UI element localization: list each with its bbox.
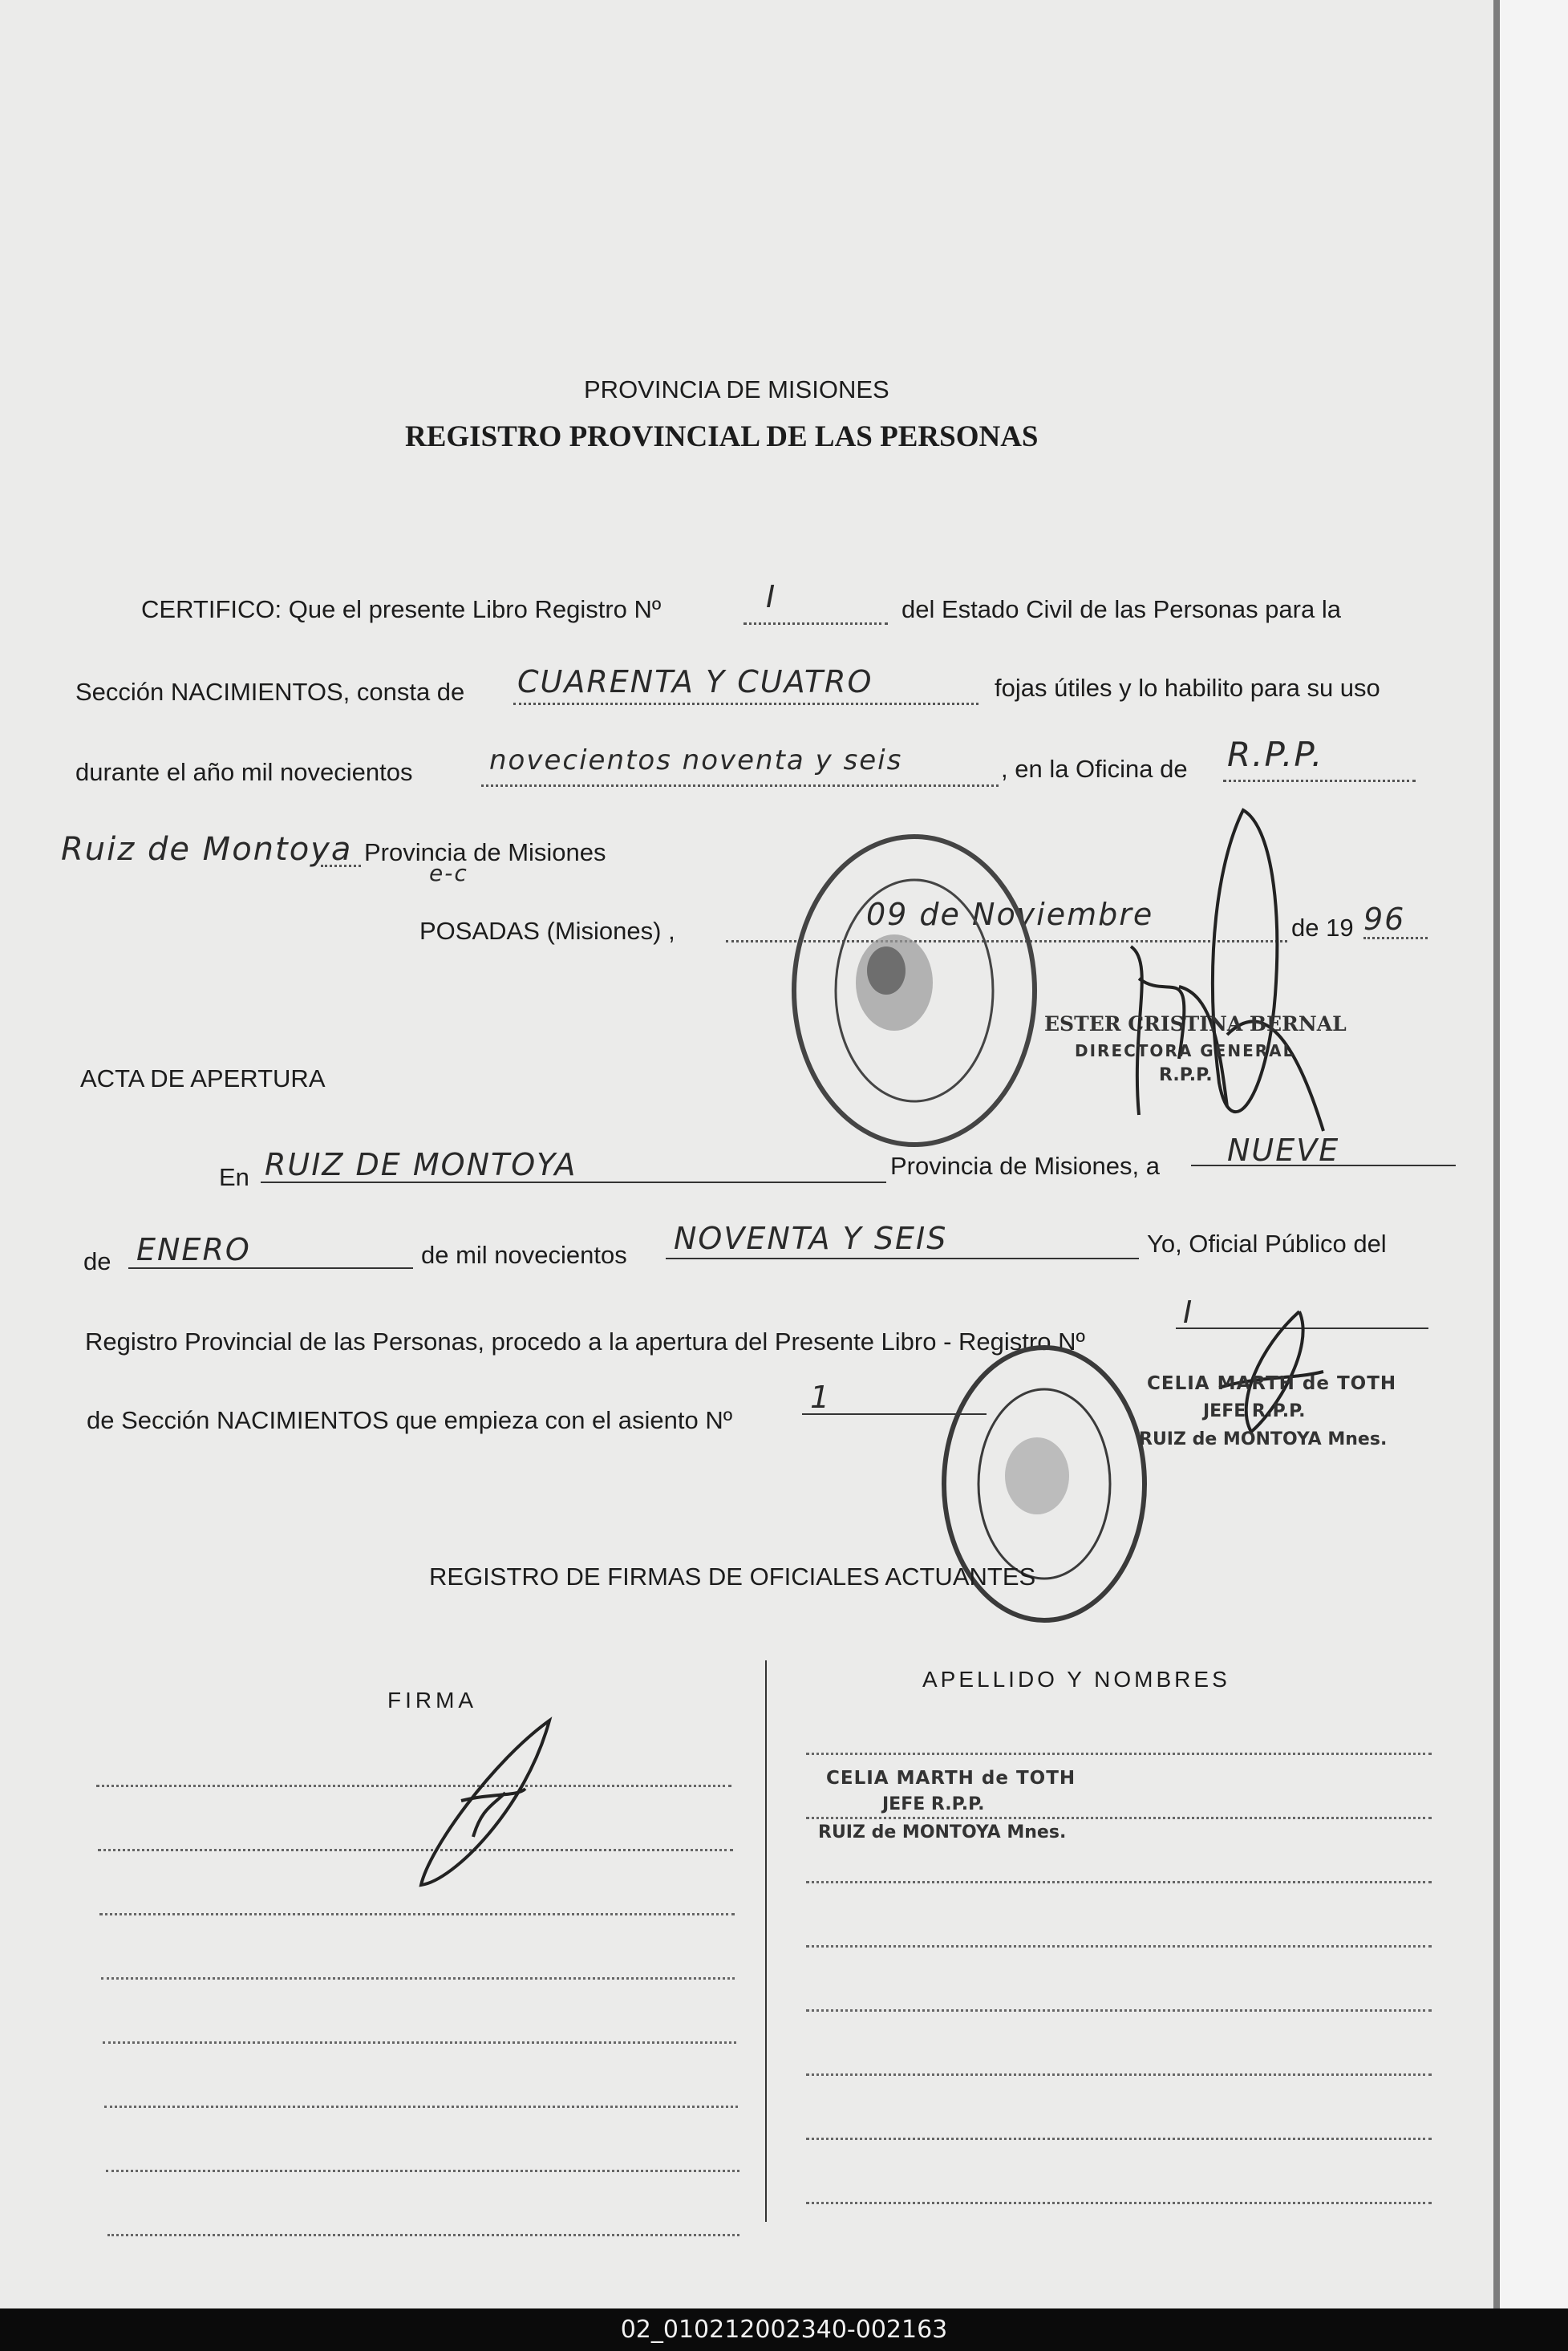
cert-line1-field	[743, 622, 888, 625]
names-row-7	[806, 2138, 1432, 2140]
cert-line2-field	[513, 703, 978, 705]
acta-line1-text-a: En	[219, 1163, 249, 1191]
column-names-header: APELLIDO Y NOMBRES	[922, 1667, 1230, 1692]
cert-line2-text-a: Sección NACIMIENTOS, consta de	[75, 678, 465, 706]
jefe-stamp-title: JEFE R.P.P.	[1203, 1401, 1306, 1421]
names-row-1	[806, 1753, 1432, 1755]
names-entry-line1: CELIA MARTH de TOTH	[826, 1768, 1076, 1789]
acta-line2-text-b: de mil novecientos	[421, 1241, 627, 1269]
cert-line1-hand: I	[766, 579, 777, 614]
acta-line2-hand: ENERO	[136, 1232, 251, 1267]
acta-line2-text-c: Yo, Oficial Público del	[1147, 1230, 1387, 1258]
cert-line4-field	[321, 865, 361, 867]
firma-row-6	[104, 2106, 738, 2108]
scan-id-code: 02_010212002340-002163	[620, 2316, 948, 2344]
names-entry-line2: JEFE R.P.P.	[882, 1794, 985, 1814]
firma-row-4	[101, 1977, 735, 1980]
signature-register-title: REGISTRO DE FIRMAS DE OFICIALES ACTUANTES	[429, 1563, 1036, 1591]
cert-line4-hand2: e-c	[429, 860, 468, 886]
firma-row-3	[99, 1913, 735, 1915]
cert-line3-text-b: , en la Oficina de	[1001, 755, 1188, 783]
acta-title: ACTA DE APERTURA	[80, 1064, 326, 1092]
acta-line1-text-b: Provincia de Misiones, a	[890, 1152, 1160, 1180]
cert-line1-text-b: del Estado Civil de las Personas para la	[901, 595, 1341, 623]
registry-heading: REGISTRO PROVINCIAL DE LAS PERSONAS	[405, 420, 1039, 453]
cert-line5-text-b: de 19	[1291, 914, 1354, 942]
cert-line4-hand: Ruiz de Montoya	[61, 831, 353, 868]
registry-seal-stamp	[782, 822, 1047, 1159]
acta-line4-text-a: de Sección NACIMIENTOS que empieza con el asiento Nº	[87, 1406, 733, 1434]
jefe-stamp-office: RUIZ de MONTOYA Mnes.	[1139, 1429, 1388, 1449]
cert-line2-hand: CUARENTA Y CUATRO	[517, 664, 873, 699]
names-row-2	[806, 1817, 1432, 1819]
firma-row-7	[106, 2170, 739, 2172]
page-edge	[1500, 0, 1568, 2308]
director-stamp-title: DIRECTORA GENERAL	[1075, 1041, 1295, 1060]
acta-line2-text-a: de	[83, 1247, 111, 1275]
cert-line3-hand2: R.P.P.	[1227, 735, 1324, 774]
director-stamp-office: R.P.P.	[1159, 1065, 1213, 1085]
acta-line2-field	[128, 1267, 413, 1269]
acta-line3-hand: I	[1183, 1295, 1194, 1330]
names-row-3	[806, 1881, 1432, 1883]
firma-row-5	[103, 2041, 736, 2044]
acta-line2-hand2: NOVENTA Y SEIS	[674, 1221, 948, 1256]
cert-line2-text-b: fojas útiles y lo habilito para su uso	[995, 674, 1380, 702]
names-row-6	[806, 2073, 1432, 2076]
cert-line1-text-a: CERTIFICO: Que el presente Libro Registro Nº	[141, 595, 662, 623]
names-row-4	[806, 1945, 1432, 1948]
names-row-8	[806, 2202, 1432, 2204]
names-row-5	[806, 2009, 1432, 2012]
signature-firma-entry	[405, 1713, 573, 1897]
cert-line5-hand: 09 de Noviembre	[866, 897, 1154, 932]
acta-line1-hand: RUIZ DE MONTOYA	[265, 1147, 577, 1182]
firma-row-8	[107, 2234, 739, 2236]
acta-line3-text-a: Registro Provincial de las Personas, procedo a la apertura del Presente Libro - Registro Nº	[85, 1328, 1085, 1356]
jefe-stamp-name: CELIA MARTH de TOTH	[1147, 1373, 1397, 1394]
cert-line3-field	[481, 784, 999, 787]
cert-line3-hand: novecientos noventa y seis	[489, 744, 903, 776]
cert-line3-field2	[1223, 780, 1416, 782]
cert-line4-text-a: Provincia de Misiones	[364, 838, 606, 866]
scan-id-bar	[0, 2308, 1568, 2351]
column-divider	[765, 1660, 767, 2222]
cert-line3-text-a: durante el año mil novecientos	[75, 758, 413, 786]
cert-line5-text-a: POSADAS (Misiones) ,	[419, 917, 675, 945]
acta-line2-field2	[666, 1258, 1139, 1259]
director-stamp-name: ESTER CRISTINA BERNAL	[1044, 1012, 1347, 1036]
column-firma-header: FIRMA	[387, 1688, 478, 1713]
signature-director	[1083, 794, 1388, 1163]
province-heading: PROVINCIA DE MISIONES	[584, 375, 889, 403]
cert-line5-hand2: 96	[1363, 902, 1406, 937]
acta-line1-hand2: NUEVE	[1227, 1133, 1340, 1168]
names-entry-line3: RUIZ de MONTOYA Mnes.	[818, 1822, 1067, 1842]
acta-line4-hand: 1	[810, 1380, 832, 1415]
